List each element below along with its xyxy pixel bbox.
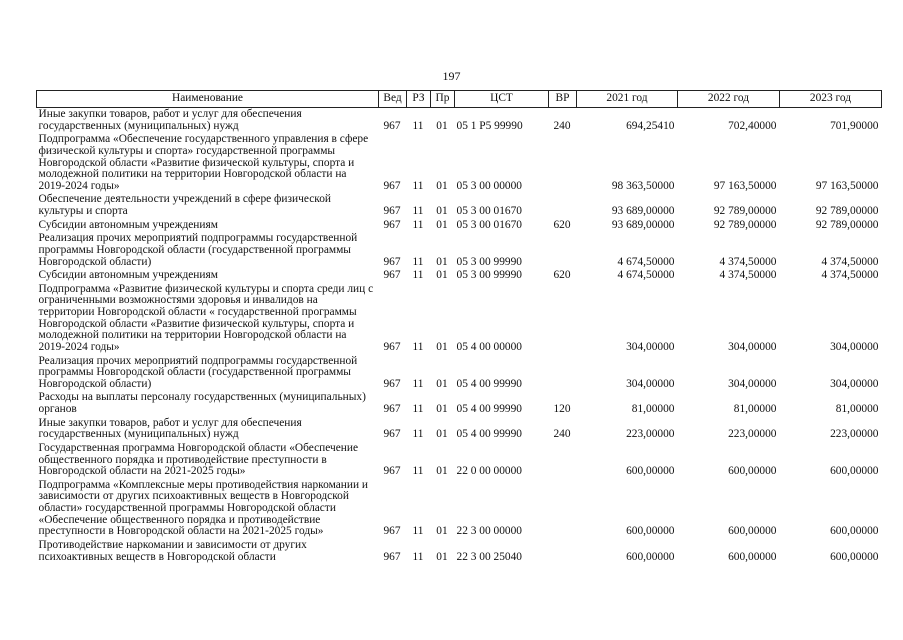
row-2023-amount: 4 374,50000: [821, 255, 879, 268]
row-name: Подпрограмма «Обеспечение государственного управления в сфере физической культуры и спорта» государственной программы Новгородской области «Развитие физической культуры, спорта и молодежной политики на территории Новгородской области на 2019-2024 годы»: [38, 133, 369, 192]
row-2023-amount: 600,00000: [830, 465, 879, 478]
row-rz: 11: [412, 465, 424, 478]
row-2023-amount: 97 163,50000: [815, 179, 879, 192]
row-name: Расходы на выплаты персоналу государственных (муниципальных) органов: [38, 391, 366, 415]
row-ved: 967: [383, 269, 401, 282]
row-pr: 01: [436, 340, 448, 353]
row-cst: 05 3 00 99990: [456, 255, 522, 268]
row-pr: 01: [436, 525, 448, 538]
row-2022-amount: 600,00000: [728, 465, 777, 478]
row-name: Противодействие наркомании и зависимости от других психоактивных веществ в Новгородской области: [38, 538, 307, 563]
row-rz: 11: [412, 255, 424, 268]
row-vr: [549, 193, 577, 218]
row-cst: 05 4 00 00000: [456, 340, 522, 353]
row-pr: 01: [436, 255, 448, 268]
row-vr: 620: [553, 218, 571, 231]
row-2021-amount: 4 674,50000: [617, 269, 675, 282]
table-row: [37, 283, 882, 355]
header-ved: Вед: [379, 91, 407, 108]
budget-table: [36, 90, 882, 564]
row-pr: 01: [436, 205, 448, 217]
row-ved: 967: [383, 525, 401, 538]
row-2023-amount: 81,00000: [835, 403, 879, 415]
row-vr: [549, 283, 577, 355]
row-2021-amount: 694,25410: [626, 119, 675, 132]
header-name: Наименование: [37, 91, 379, 108]
header-pr: Пр: [431, 91, 455, 108]
table-row: [37, 219, 882, 233]
row-2022-amount: 81,00000: [733, 403, 777, 415]
row-name: Обеспечение деятельности учреждений в сфере физической культуры и спорта: [38, 193, 331, 217]
row-pr: 01: [436, 218, 448, 231]
table-row: [37, 417, 882, 442]
row-ved: 967: [383, 550, 401, 563]
row-vr: [549, 133, 577, 193]
row-vr: 240: [553, 428, 571, 441]
row-cst: 05 3 00 01670: [456, 218, 522, 231]
row-2022-amount: 97 163,50000: [713, 179, 777, 192]
header-2022: 2022 год: [678, 91, 780, 108]
row-name: Реализация прочих мероприятий подпрограммы государственной программы Новгородской области (государственной программы Новгородской области): [38, 354, 358, 390]
row-2023-amount: 600,00000: [830, 525, 879, 538]
header-rz: РЗ: [407, 91, 431, 108]
row-pr: 01: [436, 550, 448, 563]
row-2023-amount: 304,00000: [830, 340, 879, 353]
row-name: Подпрограмма «Развитие физической культуры и спорта среди лиц с ограниченными возможностями здоровья и инвалидов на территории Новгородской области « государственной программы Новгородской области «Развитие физической культуры, спорта и молодежной политики на территории Новгородской области на 2019-2024 годы»: [38, 282, 374, 353]
row-cst: 22 0 00 00000: [456, 465, 522, 478]
row-2022-amount: 600,00000: [728, 550, 777, 563]
row-2021-amount: 600,00000: [626, 550, 675, 563]
row-2022-amount: 600,00000: [728, 525, 777, 538]
row-rz: 11: [412, 377, 424, 390]
row-2021-amount: 81,00000: [631, 403, 675, 415]
row-2023-amount: 92 789,00000: [815, 218, 879, 231]
row-rz: 11: [412, 550, 424, 563]
row-vr: [549, 442, 577, 479]
row-2022-amount: 4 374,50000: [719, 255, 777, 268]
row-2022-amount: 92 789,00000: [713, 218, 777, 231]
page-number: 197: [442, 69, 461, 83]
row-ved: 967: [383, 377, 401, 390]
row-2021-amount: 600,00000: [626, 465, 675, 478]
row-2023-amount: 223,00000: [830, 428, 879, 441]
row-pr: 01: [436, 465, 448, 478]
row-pr: 01: [436, 269, 448, 282]
table-row: [37, 479, 882, 539]
row-pr: 01: [436, 403, 448, 415]
row-vr: [549, 479, 577, 539]
row-pr: 01: [436, 119, 448, 132]
row-name: Субсидии автономным учреждениям: [38, 269, 218, 282]
row-vr: [549, 232, 577, 269]
row-cst: 05 3 00 99990: [456, 269, 522, 282]
row-vr: [549, 355, 577, 392]
table-row: [37, 355, 882, 392]
row-ved: 967: [383, 428, 401, 441]
row-2021-amount: 4 674,50000: [617, 255, 675, 268]
table-row: [37, 539, 882, 564]
header-cst: ЦСТ: [455, 91, 549, 108]
row-rz: 11: [412, 525, 424, 538]
row-name: Реализация прочих мероприятий подпрограммы государственной программы Новгородской области (государственной программы Новгородской области): [38, 232, 358, 268]
row-cst: 05 3 00 00000: [456, 179, 522, 192]
row-2022-amount: 4 374,50000: [719, 269, 777, 282]
row-vr: 240: [553, 119, 571, 132]
row-rz: 11: [412, 119, 424, 132]
row-cst: 05 3 00 01670: [456, 205, 522, 217]
row-rz: 11: [412, 205, 424, 217]
row-rz: 11: [412, 179, 424, 192]
row-2021-amount: 93 689,00000: [611, 205, 675, 217]
row-cst: 22 3 00 25040: [456, 550, 522, 563]
table-row: [37, 442, 882, 479]
row-cst: 05 4 00 99990: [456, 403, 522, 415]
table-row: [37, 133, 882, 193]
row-name: Иные закупки товаров, работ и услуг для обеспечения государственных (муниципальных) нужд: [38, 108, 302, 132]
row-name: Субсидии автономным учреждениям: [38, 218, 218, 231]
table-row: [37, 108, 882, 134]
row-name: Иные закупки товаров, работ и услуг для обеспечения государственных (муниципальных) нужд: [38, 416, 302, 441]
row-2023-amount: 92 789,00000: [815, 205, 879, 217]
row-pr: 01: [436, 179, 448, 192]
row-2021-amount: 223,00000: [626, 428, 675, 441]
row-rz: 11: [412, 428, 424, 441]
row-name: Подпрограмма «Комплексные меры противодействия наркомании и зависимости от других психоактивных веществ в Новгородской области» государственной программы Новгородской области «Обеспечение общественного порядка и противодействие преступности в Новгородской области на 2021-2025 годы»: [38, 478, 369, 538]
row-2023-amount: 4 374,50000: [821, 269, 879, 282]
row-2021-amount: 304,00000: [626, 377, 675, 390]
row-2022-amount: 702,40000: [728, 119, 777, 132]
table-row: [37, 269, 882, 283]
header-vr: ВР: [549, 91, 577, 108]
row-vr: 620: [553, 269, 571, 282]
header-2021: 2021 год: [577, 91, 678, 108]
row-2021-amount: 600,00000: [626, 525, 675, 538]
row-name: Государственная программа Новгородской области «Обеспечение общественного порядка и противодействие преступности в Новгородской области на 2021-2025 годы»: [38, 441, 359, 478]
table-row: [37, 232, 882, 269]
row-2022-amount: 304,00000: [728, 340, 777, 353]
table-row: [37, 391, 882, 416]
table-row: [37, 193, 882, 218]
row-2023-amount: 304,00000: [830, 377, 879, 390]
row-ved: 967: [383, 403, 401, 415]
header-2023: 2023 год: [780, 91, 882, 108]
row-2021-amount: 98 363,50000: [611, 179, 675, 192]
row-cst: 22 3 00 00000: [456, 525, 522, 538]
row-ved: 967: [383, 179, 401, 192]
row-ved: 967: [383, 205, 401, 217]
table-header-row: [37, 91, 882, 108]
row-2021-amount: 93 689,00000: [611, 218, 675, 231]
row-ved: 967: [383, 119, 401, 132]
row-2021-amount: 304,00000: [626, 340, 675, 353]
row-vr: 120: [553, 403, 571, 415]
row-cst: 05 4 00 99990: [456, 377, 522, 390]
row-ved: 967: [383, 255, 401, 268]
row-2022-amount: 92 789,00000: [713, 205, 777, 217]
row-rz: 11: [412, 269, 424, 282]
row-cst: 05 1 Р5 99990: [456, 119, 523, 132]
row-cst: 05 4 00 99990: [456, 428, 522, 441]
row-ved: 967: [383, 340, 401, 353]
row-vr: [549, 539, 577, 564]
row-2022-amount: 304,00000: [728, 377, 777, 390]
row-ved: 967: [383, 465, 401, 478]
row-rz: 11: [412, 218, 424, 231]
row-pr: 01: [436, 428, 448, 441]
row-2023-amount: 701,90000: [830, 119, 879, 132]
row-2023-amount: 600,00000: [830, 550, 879, 563]
row-rz: 11: [412, 403, 424, 415]
row-ved: 967: [383, 218, 401, 231]
row-rz: 11: [412, 340, 424, 353]
row-pr: 01: [436, 377, 448, 390]
row-2022-amount: 223,00000: [728, 428, 777, 441]
